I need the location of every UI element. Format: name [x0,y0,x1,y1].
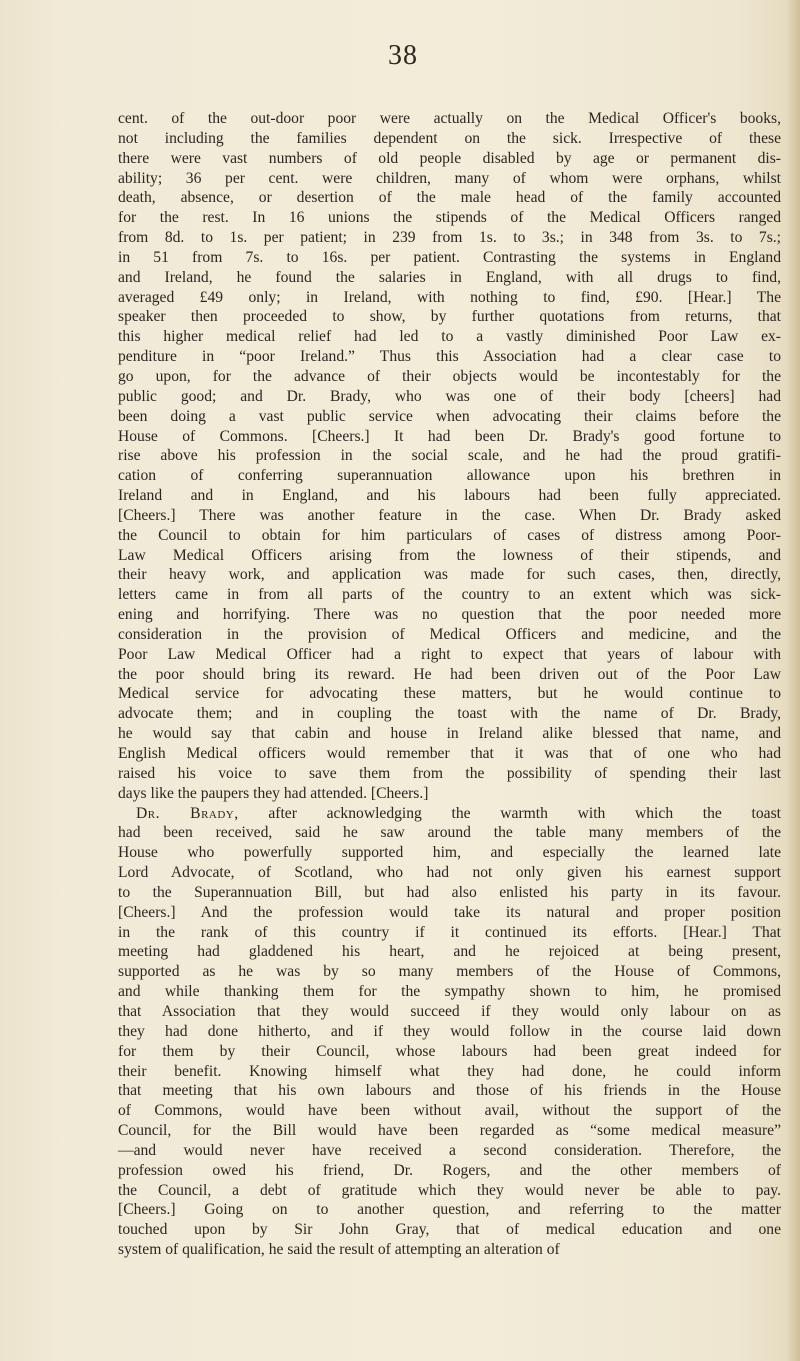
text-line: for them by their Council, whose labours had been great indeed for [118,1042,781,1060]
text-line: the poor should bring its reward. He had been driven out of the Poor Law [118,665,781,683]
text-line: in 51 from 7s. to 16s. per patient. Contrasting the systems in England [118,248,781,266]
text-line: House of Commons. [Cheers.] It had been Dr. Brady's good fortune to [118,427,781,445]
text-line: go upon, for the advance of their objects would be incontestably for the [118,367,781,385]
text-line: days like the paupers they had attended. [Cheers.] [118,784,429,802]
text-line: the Council to obtain for him particulars of cases of distress among Poor- [118,526,781,544]
text-line: speaker then proceeded to show, by further quotations from returns, that [118,308,781,326]
text-line [118,804,781,824]
text-line: consideration in the provision of Medical Officers and medicine, and the [118,625,781,643]
text-line: ening and horrifying. There was no question that the poor needed more [118,606,781,624]
text-line: death, absence, or desertion of the male head of the family accounted [118,189,781,207]
text-line: House who powerfully supported him, and especially the learned late [118,844,781,862]
text-line: Ireland and in England, and his labours had been fully appreciated. [118,487,781,505]
text-line: —and would never have received a second consideration. Therefore, the [118,1141,781,1159]
text-line: ability; 36 per cent. were children, many of whom were orphans, whilst [118,169,781,187]
text-line: he would say that cabin and house in Ireland alike blessed that name, and [118,725,781,743]
text-line: they had done hitherto, and if they would follow in the course laid down [118,1022,781,1040]
text-line: and while thanking them for the sympathy shown to him, he promised [118,983,781,1001]
text-line: public good; and Dr. Brady, who was one of their body [cheers] had [118,387,781,405]
text-line: in the rank of this country if it continued its efforts. [Hear.] That [118,923,781,941]
paragraph-dr-brady-reply [118,804,781,1260]
text-line: supported as he was by so many members of the House of Commons, [118,963,781,981]
text-line: cent. of the out-door poor were actually on the Medical Officer's books, [118,110,781,127]
text-line: their heavy work, and application was made for such cases, then, directly, [118,566,781,584]
text-line: [Cheers.] Going on to another question, and referring to the matter [118,1201,781,1219]
text-line: Council, for the Bill would have been regarded as “some medical measure” [118,1122,781,1140]
text-line: raised his voice to save them from the possibility of spending their last [118,764,781,782]
text-line: to the Superannuation Bill, but had also enlisted his party in its favour. [118,883,781,901]
text-line: for the rest. In 16 unions the stipends of the Medical Officers ranged [118,209,781,227]
line-text: after acknowledging the warmth with which the toast [238,804,781,822]
text-line: Poor Law Medical Officer had a right to expect that years of labour with [118,645,781,663]
text-line: [Cheers.] And the profession would take its natural and proper position [118,903,781,921]
text-line: English Medical officers would remember that it was that of one who had [118,745,781,762]
text-line: profession owed his friend, Dr. Rogers, and the other members of [118,1161,781,1179]
page-edge-shadow [786,0,800,1361]
text-line: letters came in from all parts of the country to an extent which was sick- [118,586,781,604]
text-line: there were vast numbers of old people disabled by age or permanent dis- [118,149,781,167]
text-line: system of qualification, he said the result of attempting an alteration of [118,1241,560,1259]
text-line: meeting had gladdened his heart, and he rejoiced at being present, [118,943,781,961]
text-line: and Ireland, he found the salaries in England, with all drugs to find, [118,268,781,286]
text-line: that Association that they would succeed if they would only labour on as [118,1002,781,1020]
text-line: that meeting that his own labours and those of his friends in the House [118,1082,781,1100]
text-line: had been received, said he saw around the table many members of the [118,824,781,842]
text-line: [Cheers.] There was another feature in the case. When Dr. Brady asked [118,506,781,524]
body-text [118,109,781,1260]
paragraph-toast-speech [118,109,781,804]
text-line: Lord Advocate, of Scotland, who had not only given his earnest support [118,864,781,882]
text-line: from 8d. to 1s. per patient; in 239 from 1s. to 3s.; in 348 from 3s. to 7s.; [118,229,781,247]
text-line: been doing a vast public service when advocating their claims before the [118,407,781,425]
text-line: advocate them; and in coupling the toast with the name of Dr. Brady, [118,705,781,723]
text-line: Medical service for advocating these matters, but he would continue to [118,685,781,703]
text-line: penditure in “poor Ireland.” Thus this Association had a clear case to [118,348,781,366]
text-line: their benefit. Knowing himself what they had done, he could inform [118,1062,781,1080]
text-line: of Commons, would have been without avail, without the support of the [118,1102,781,1120]
text-line: rise above his profession in the social scale, and he had the proud gratifi- [118,447,781,465]
text-line: Law Medical Officers arising from the lowness of their stipends, and [118,546,781,564]
text-line: cation of conferring superannuation allowance upon his brethren in [118,467,781,485]
text-line: not including the families dependent on the sick. Irrespective of these [118,129,781,147]
text-line: this higher medical relief had led to a vastly diminished Poor Law ex- [118,328,781,346]
text-line: touched upon by Sir John Gray, that of medical education and one [118,1221,781,1239]
page-number: 38 [388,40,418,71]
text-line: the Council, a debt of gratitude which they would never be able to pay. [118,1181,781,1199]
speaker-name: Dr. Brady, [136,804,239,822]
text-line: averaged £49 only; in Ireland, with nothing to find, £90. [Hear.] The [118,288,781,306]
